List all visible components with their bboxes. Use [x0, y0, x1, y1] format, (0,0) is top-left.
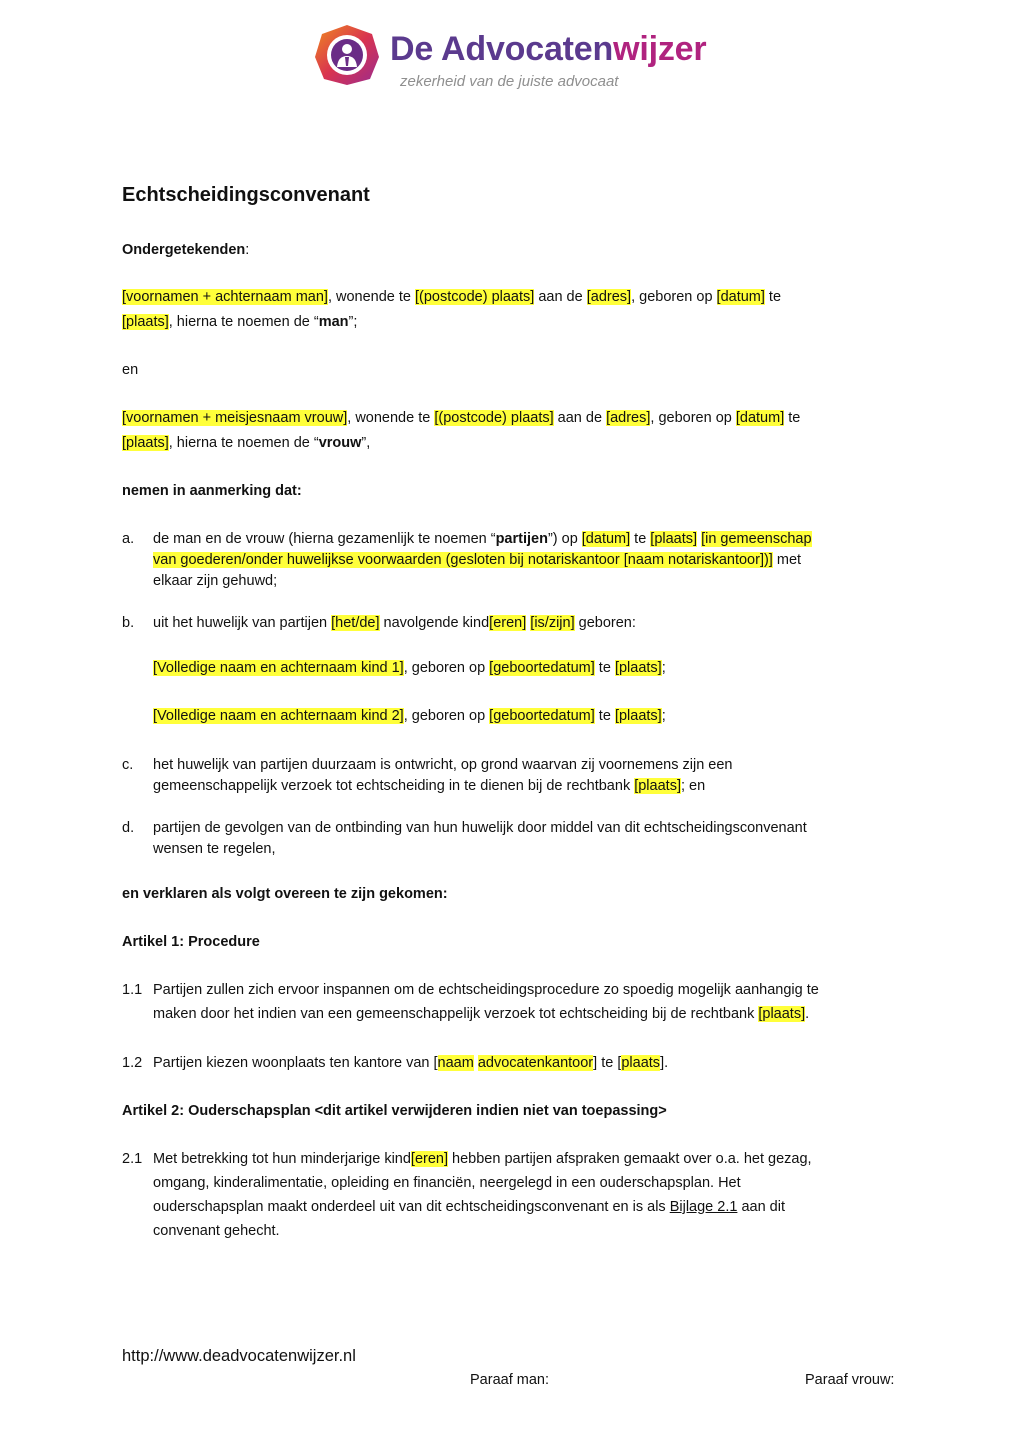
article-1-1-number: 1.1: [122, 982, 143, 998]
article-1-heading: Artikel 1: Procedure: [122, 934, 260, 950]
en-text: en: [122, 362, 139, 378]
text-segment: ;: [661, 660, 666, 676]
placeholder-field[interactable]: [Volledige naam en achternaam kind 1]: [153, 660, 404, 676]
text-segment: te: [630, 531, 651, 547]
placeholder-field[interactable]: [is/zijn]: [530, 615, 575, 631]
role-label: vrouw: [318, 435, 362, 451]
placeholder-field[interactable]: [het/de]: [331, 615, 380, 631]
text-segment: navolgende kind: [379, 615, 490, 631]
role-label: man: [318, 314, 349, 330]
text-segment: , geboren op: [403, 660, 490, 676]
placeholder-field[interactable]: [datum]: [581, 531, 631, 547]
text-segment: ] te [: [593, 1055, 622, 1071]
article-1-1-line1: Partijen zullen zich ervoor inspannen om de echtscheidingsprocedure zo spoedig mogelijk aanhangig te: [153, 982, 819, 998]
verklaren-heading: en verklaren als volgt overeen te zijn gekomen:: [122, 886, 448, 902]
placeholder-field[interactable]: [datum]: [716, 289, 765, 305]
item-a-line3: elkaar zijn gehuwd;: [153, 573, 278, 589]
item-a-line1: [153, 529, 812, 549]
placeholder-field[interactable]: [plaats]: [614, 660, 662, 676]
placeholder-field[interactable]: [eren]: [410, 1151, 449, 1167]
article-2-1-line3: [153, 1197, 785, 1217]
placeholder-field[interactable]: [plaats]: [650, 531, 698, 547]
item-d-line1: partijen de gevolgen van de ontbinding van hun huwelijk door middel van dit echtscheidingsconvenant: [153, 820, 807, 836]
item-label-a: a.: [122, 531, 135, 547]
placeholder-field[interactable]: [plaats]: [758, 1006, 806, 1022]
placeholder-field[interactable]: [geboortedatum]: [489, 660, 595, 676]
placeholder-field[interactable]: [voornamen + achternaam man]: [122, 289, 328, 305]
text-segment: gemeenschappelijk verzoek tot echtscheiding in te dienen bij de rechtbank: [153, 778, 635, 794]
placeholder-field[interactable]: [(postcode) plaats]: [434, 410, 554, 426]
text-segment: Met betrekking tot hun minderjarige kind: [153, 1151, 411, 1167]
party-vrouw-line2: [122, 433, 370, 453]
paraaf-man-label: Paraaf man:: [470, 1372, 549, 1388]
text-segment: hebben partijen afspraken gemaakt over o.a. het gezag,: [448, 1151, 812, 1167]
brand-tagline: zekerheid van de juiste advocaat: [400, 73, 619, 90]
placeholder-field[interactable]: plaats: [621, 1055, 661, 1071]
item-a-line2: [153, 550, 801, 570]
nemen-heading: nemen in aanmerking dat:: [122, 483, 302, 499]
placeholder-field[interactable]: [Volledige naam en achternaam kind 2]: [153, 708, 404, 724]
text-segment: , geboren op: [631, 289, 717, 305]
item-c-line1: het huwelijk van partijen duurzaam is ontwricht, op grond waarvan zij voornemens zijn een: [153, 757, 733, 773]
text-segment: , geboren op: [403, 708, 490, 724]
placeholder-field[interactable]: [plaats]: [614, 708, 662, 724]
placeholder-field[interactable]: van goederen/onder huwelijkse voorwaarden (gesloten bij notariskantoor [naam notariskantoor])]: [153, 552, 773, 568]
article-2-1-line2: omgang, kinderalimentatie, opleiding en financiën, neergelegd in een ouderschapsplan. Het: [153, 1175, 741, 1191]
item-label-d: d.: [122, 820, 135, 836]
brand-name: [390, 30, 706, 68]
text-segment: te: [784, 410, 801, 426]
brand-name-part1: De Advocaten: [390, 30, 614, 68]
ondergetekenden-heading: [122, 240, 249, 260]
paraaf-vrouw-label: Paraaf vrouw:: [805, 1372, 895, 1388]
placeholder-field[interactable]: [adres]: [586, 289, 632, 305]
article-2-1-line4: convenant gehecht.: [153, 1223, 280, 1239]
placeholder-field[interactable]: [plaats]: [122, 314, 169, 330]
placeholder-field[interactable]: naam: [437, 1055, 474, 1071]
text-segment: , geboren op: [650, 410, 736, 426]
article-1-1-line2: [153, 1004, 809, 1024]
ondergetekenden-label: Ondergetekenden: [122, 242, 246, 258]
text-segment: ouderschapsplan maakt onderdeel uit van dit echtscheidingsconvenant en is als: [153, 1199, 670, 1215]
article-2-1-line1: [153, 1149, 812, 1169]
item-label-b: b.: [122, 615, 135, 631]
text-segment: ; en: [680, 778, 706, 794]
placeholder-field[interactable]: [eren]: [489, 615, 527, 631]
placeholder-field[interactable]: [datum]: [735, 410, 785, 426]
text-segment: ;: [661, 708, 666, 724]
placeholder-field[interactable]: [plaats]: [122, 435, 169, 451]
advocate-badge-icon: [314, 24, 380, 86]
text-segment: de man en de vrouw (hierna gezamenlijk te noemen “: [153, 531, 496, 547]
placeholder-field[interactable]: [(postcode) plaats]: [415, 289, 535, 305]
brand-logo[interactable]: [314, 24, 714, 94]
text-segment: , wonende te: [327, 289, 416, 305]
text-segment: .: [805, 1006, 810, 1022]
text-segment: geboren:: [574, 615, 636, 631]
document-title: Echtscheidingsconvenant: [122, 184, 370, 206]
text-segment: , wonende te: [347, 410, 435, 426]
party-man-line2: [122, 312, 357, 332]
article-2-heading: Artikel 2: Ouderschapsplan <dit artikel verwijderen indien niet van toepassing>: [122, 1103, 667, 1119]
party-vrouw-line1: [122, 408, 800, 428]
placeholder-field[interactable]: advocatenkantoor: [477, 1055, 594, 1071]
text-segment: , hierna te noemen de “: [168, 314, 319, 330]
item-b-line1: [153, 613, 636, 633]
placeholder-field[interactable]: [plaats]: [634, 778, 681, 794]
article-2-1-number: 2.1: [122, 1151, 143, 1167]
text-segment: Partijen kiezen woonplaats ten kantore van [: [153, 1055, 438, 1071]
article-1-2-line: [153, 1053, 668, 1073]
text-segment: aan de: [534, 289, 587, 305]
text-segment: ].: [660, 1055, 669, 1071]
article-1-2-number: 1.2: [122, 1055, 143, 1071]
item-d-line2: wensen te regelen,: [153, 841, 276, 857]
text-segment: , hierna te noemen de “: [168, 435, 319, 451]
text-segment: ”) op: [547, 531, 582, 547]
party-man-line1: [122, 287, 781, 307]
text-segment: aan de: [553, 410, 607, 426]
brand-name-part2: wijzer: [613, 30, 707, 68]
text-segment: te: [594, 660, 615, 676]
footer-website-link[interactable]: http://www.deadvocatenwijzer.nl: [122, 1347, 356, 1365]
bijlage-link[interactable]: Bijlage 2.1: [669, 1199, 738, 1215]
colon-text: :: [245, 242, 250, 258]
child-1-line: [153, 658, 666, 678]
text-segment: ”;: [348, 314, 358, 330]
text-segment: te: [594, 708, 615, 724]
text-segment: met: [772, 552, 802, 568]
text-segment: aan dit: [737, 1199, 785, 1215]
placeholder-field[interactable]: [voornamen + meisjesnaam vrouw]: [122, 410, 348, 426]
text-segment: maken door het indien van een gemeenschappelijk verzoek tot echtscheiding bij de rechtbank: [153, 1006, 759, 1022]
placeholder-field[interactable]: [geboortedatum]: [489, 708, 595, 724]
item-label-c: c.: [122, 757, 134, 773]
term-partijen: partijen: [495, 531, 548, 547]
text-segment: ”,: [361, 435, 371, 451]
placeholder-field[interactable]: [adres]: [606, 410, 651, 426]
item-c-line2: [153, 776, 705, 796]
text-segment: te: [764, 289, 782, 305]
child-2-line: [153, 706, 666, 726]
text-segment: uit het huwelijk van partijen: [153, 615, 332, 631]
placeholder-field[interactable]: [in gemeenschap: [701, 531, 812, 547]
